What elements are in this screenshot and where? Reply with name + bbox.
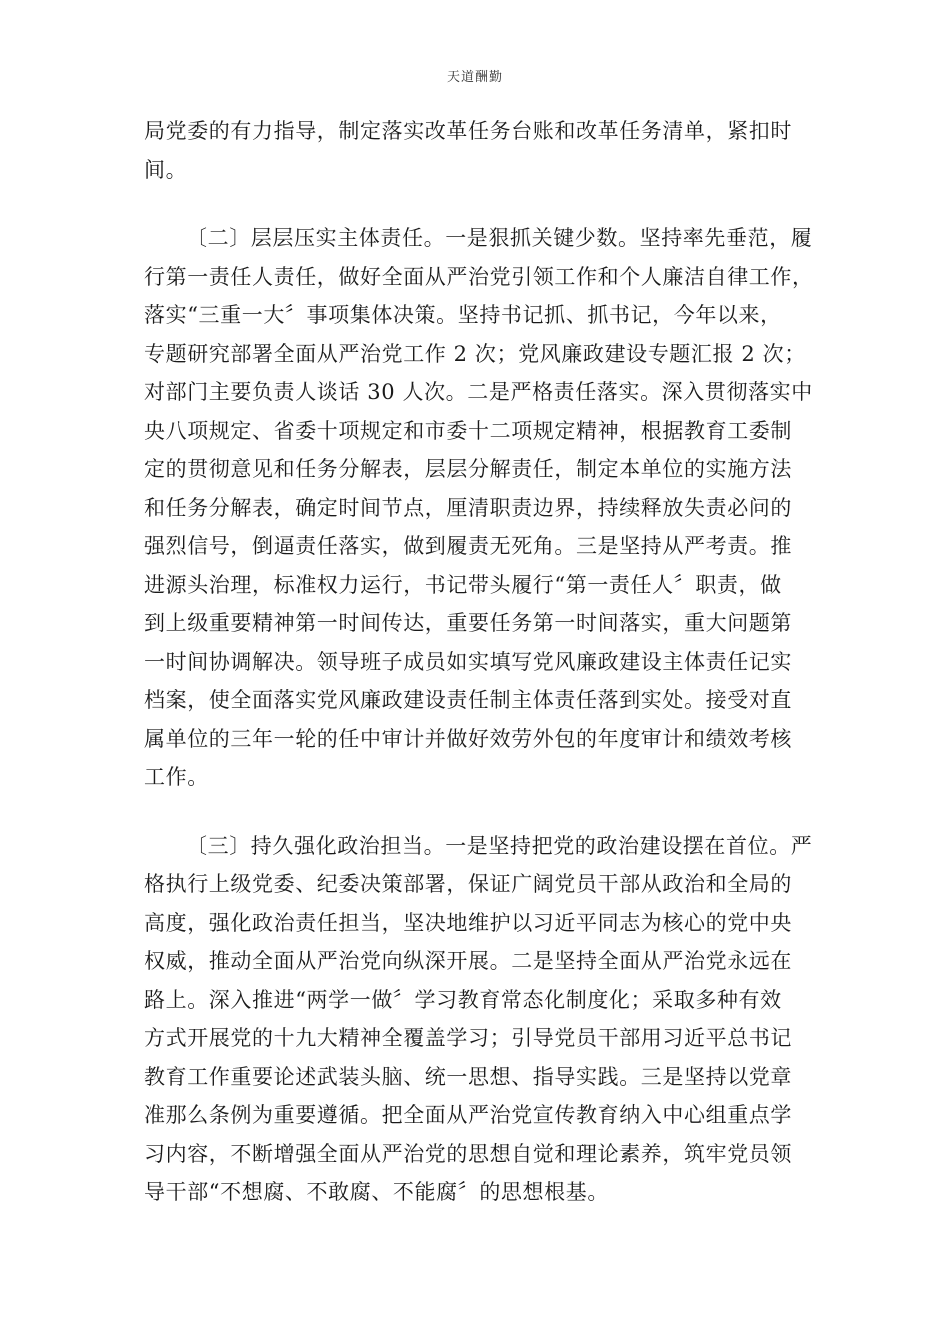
text-line: 行第一责任人责任，做好全面从严治党引领工作和个人廉洁自律工作，: [144, 264, 814, 289]
paragraph-1: [144, 112, 808, 189]
text-line: 习内容，不断增强全面从严治党的思想自觉和理论素养，筑牢党员领: [144, 1141, 792, 1166]
text-line: 教育工作重要论述武装头脑、统一思想、指导实践。三是坚持以党章: [144, 1064, 792, 1089]
text-line: 权威，推动全面从严治党向纵深开展。二是坚持全面从严治党永远在: [144, 949, 792, 973]
text-line: 对部门主要负责人谈话 30 人次。二是严格责任落实。深入贯彻落实中: [144, 380, 813, 404]
text-line: 间。: [144, 157, 188, 182]
text-line: 准那么条例为重要遵循。把全面从严治党宣传教育纳入中心组重点学: [144, 1103, 792, 1127]
text-line: 〔三〕持久强化政治担当。一是坚持把党的政治建设摆在首位。严: [186, 833, 813, 858]
text-line: 定的贯彻意见和任务分解表，层层分解责任，制定本单位的实施方法: [144, 457, 792, 481]
text-line: 工作。: [144, 765, 209, 789]
text-line: 路上。深入推进“两学一做〞学习教育常态化制度化；采取多种有效: [144, 987, 782, 1012]
text-line: 到上级重要精神第一时间传达，重要任务第一时间落实，重大问题第: [144, 611, 792, 635]
text-line: 属单位的三年一轮的任中审计并做好效劳外包的年度审计和绩效考核: [144, 726, 792, 751]
text-line: 局党委的有力指导，制定落实改革任务台账和改革任务清单，紧扣时: [144, 119, 792, 143]
text-line: 和任务分解表，确定时间节点，厘清职责边界，持续释放失责必问的: [144, 495, 792, 520]
text-line: 进源头治理，标准权力运行，书记带头履行“第一责任人〞职责，做: [144, 572, 782, 597]
text-line: 落实“三重一大〞事项集体决策。坚持书记抓、抓书记，今年以来，: [144, 303, 782, 327]
text-line: 一时间协调解决。领导班子成员如实填写党风廉政建设主体责任记实: [144, 649, 792, 674]
paragraph-2: [144, 219, 814, 797]
page-header: 天道酬勤: [446, 70, 503, 85]
document-body: [144, 112, 814, 1242]
text-line: 〔二〕层层压实主体责任。一是狠抓关键少数。坚持率先垂范，履: [186, 226, 813, 250]
text-line: 格执行上级党委、纪委决策部署，保证广阔党员干部从政治和全局的: [144, 872, 792, 896]
text-line: 导干部“不想腐、不敢腐、不能腐〞的思想根基。: [144, 1180, 609, 1204]
text-line: 档案，使全面落实党风廉政建设责任制主体责任落到实处。接受对直: [144, 688, 792, 712]
paragraph-3: [144, 827, 813, 1212]
text-line: 央八项规定、省委十项规定和市委十二项规定精神，根据教育工委制: [144, 418, 792, 443]
text-line: 专题研究部署全面从严治党工作 2 次；党风廉政建设专题汇报 2 次；: [144, 341, 806, 366]
text-line: 方式开展党的十九大精神全覆盖学习；引导党员干部用习近平总书记: [144, 1026, 792, 1050]
text-line: 强烈信号，倒逼责任落实，做到履责无死角。三是坚持从严考责。推: [144, 534, 792, 558]
text-line: 高度，强化政治责任担当，坚决地维护以习近平同志为核心的党中央: [144, 910, 792, 935]
